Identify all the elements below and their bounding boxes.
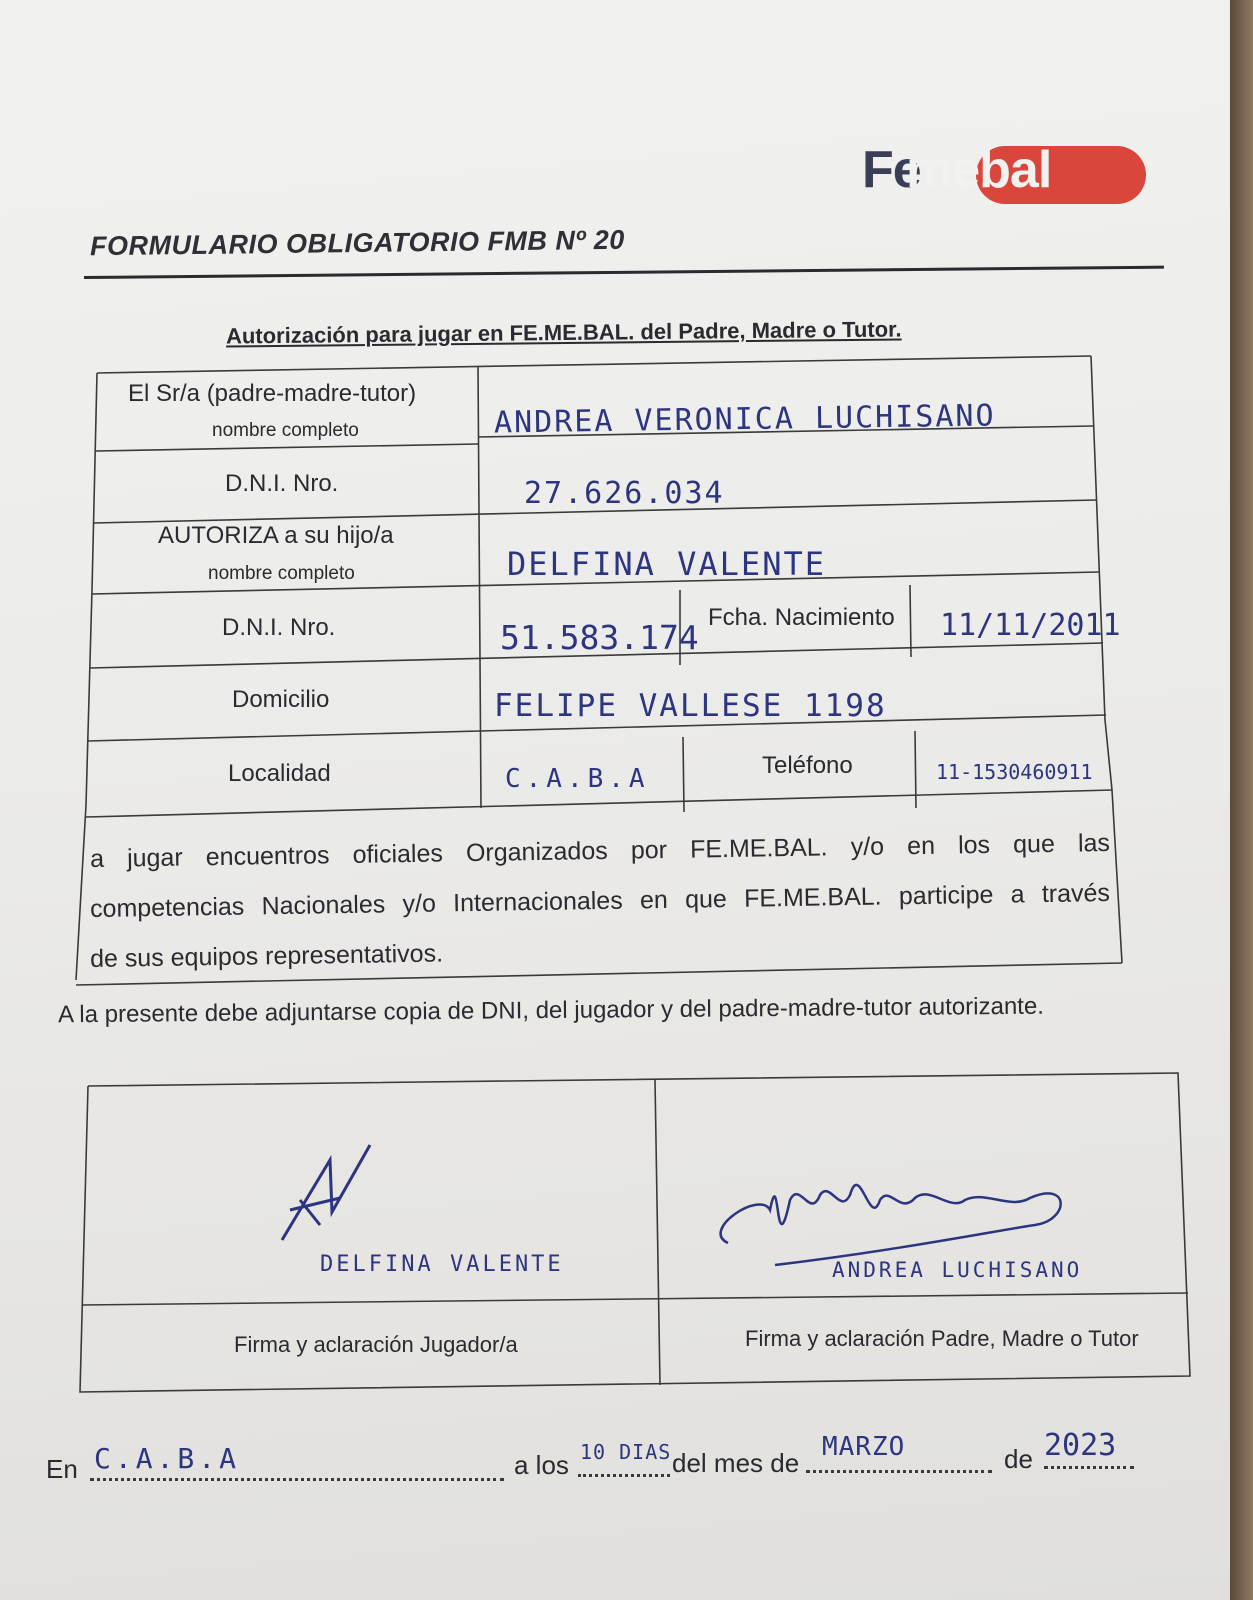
guardian-signature-icon: [721, 1185, 1061, 1265]
table-edge: [1230, 0, 1253, 1600]
form-subtitle: Autorización para jugar en FE.ME.BAL. del Padre, Madre o Tutor.: [225, 316, 902, 349]
child-dni-value: 51.583.174: [500, 618, 699, 657]
date-day: 10 DIAS: [580, 1440, 672, 1464]
guardian-dni-value: 27.626.034: [524, 476, 725, 511]
authorizes-label: AUTORIZA a su hijo/a: [158, 522, 394, 549]
row-line-6: [86, 790, 1112, 817]
date-year: 2023: [1044, 1428, 1117, 1463]
logo-text: Fe mebal: [862, 141, 1052, 199]
guardian-name-value: ANDREA VERONICA LUCHISANO: [493, 398, 996, 441]
day-dots: [578, 1474, 670, 1477]
form-title: FORMULARIO OBLIGATORIO FMB Nº 20: [89, 224, 626, 262]
row-line-0: [97, 356, 1091, 373]
sig-box-row: [82, 1293, 1188, 1305]
date-of: de: [1004, 1444, 1033, 1474]
sig-box-mid: [655, 1080, 660, 1385]
col-divider-tel: [915, 731, 916, 808]
row-line-1: [96, 444, 478, 451]
child-dni-label: D.N.I. Nro.: [222, 614, 336, 641]
phone-value: 11-1530460911: [936, 760, 1093, 784]
col-divider-fecha: [910, 585, 911, 657]
col-divider-main: [478, 366, 481, 808]
address-value: FELIPE VALLESE 1198: [494, 688, 887, 724]
date-at-the: a los: [514, 1450, 569, 1480]
guardian-fullname-label: nombre completo: [212, 420, 359, 441]
col-divider-loc: [683, 737, 684, 812]
attachment-note: A la presente debe adjuntarse copia de DNI, del jugador y del padre-madre-tutor autorizante.: [57, 992, 1045, 1029]
city-dots: [90, 1478, 504, 1481]
date-month: MARZO: [822, 1432, 906, 1462]
authorization-line-2: competencias Nacionales y/o Internacionales en que FE.ME.BAL. participe a través: [89, 878, 1111, 924]
date-prefix: En: [46, 1454, 78, 1484]
birth-date-label: Fcha. Nacimiento: [708, 604, 895, 631]
birth-date-value: 11/11/2011: [940, 608, 1121, 643]
authorization-line-3: de sus equipos representativos.: [89, 939, 444, 974]
guardian-dni-label: D.N.I. Nro.: [225, 470, 339, 497]
date-of-month: del mes de: [672, 1448, 800, 1478]
address-label: Domicilio: [232, 686, 330, 713]
guardian-label: El Sr/a (padre-madre-tutor): [128, 380, 417, 407]
year-dots: [1044, 1466, 1134, 1469]
player-signature-icon: [282, 1145, 370, 1240]
month-dots: [806, 1470, 992, 1473]
player-signature-caption: Firma y aclaración Jugador/a: [234, 1332, 518, 1357]
guardian-clarification: ANDREA LUCHISANO: [832, 1258, 1083, 1282]
child-fullname-label: nombre completo: [208, 563, 355, 584]
phone-label: Teléfono: [762, 752, 853, 779]
guardian-signature-caption: Firma y aclaración Padre, Madre o Tutor: [745, 1326, 1139, 1351]
child-name-value: DELFINA VALENTE: [507, 545, 826, 583]
locality-value: C.A.B.A: [505, 764, 650, 794]
locality-label: Localidad: [228, 760, 331, 787]
player-clarification: DELFINA VALENTE: [320, 1252, 564, 1277]
authorization-line-1: a jugar encuentros oficiales Organizados por FE.ME.BAL. y/o en los que las: [89, 828, 1111, 874]
date-city: C.A.B.A: [94, 1442, 241, 1475]
